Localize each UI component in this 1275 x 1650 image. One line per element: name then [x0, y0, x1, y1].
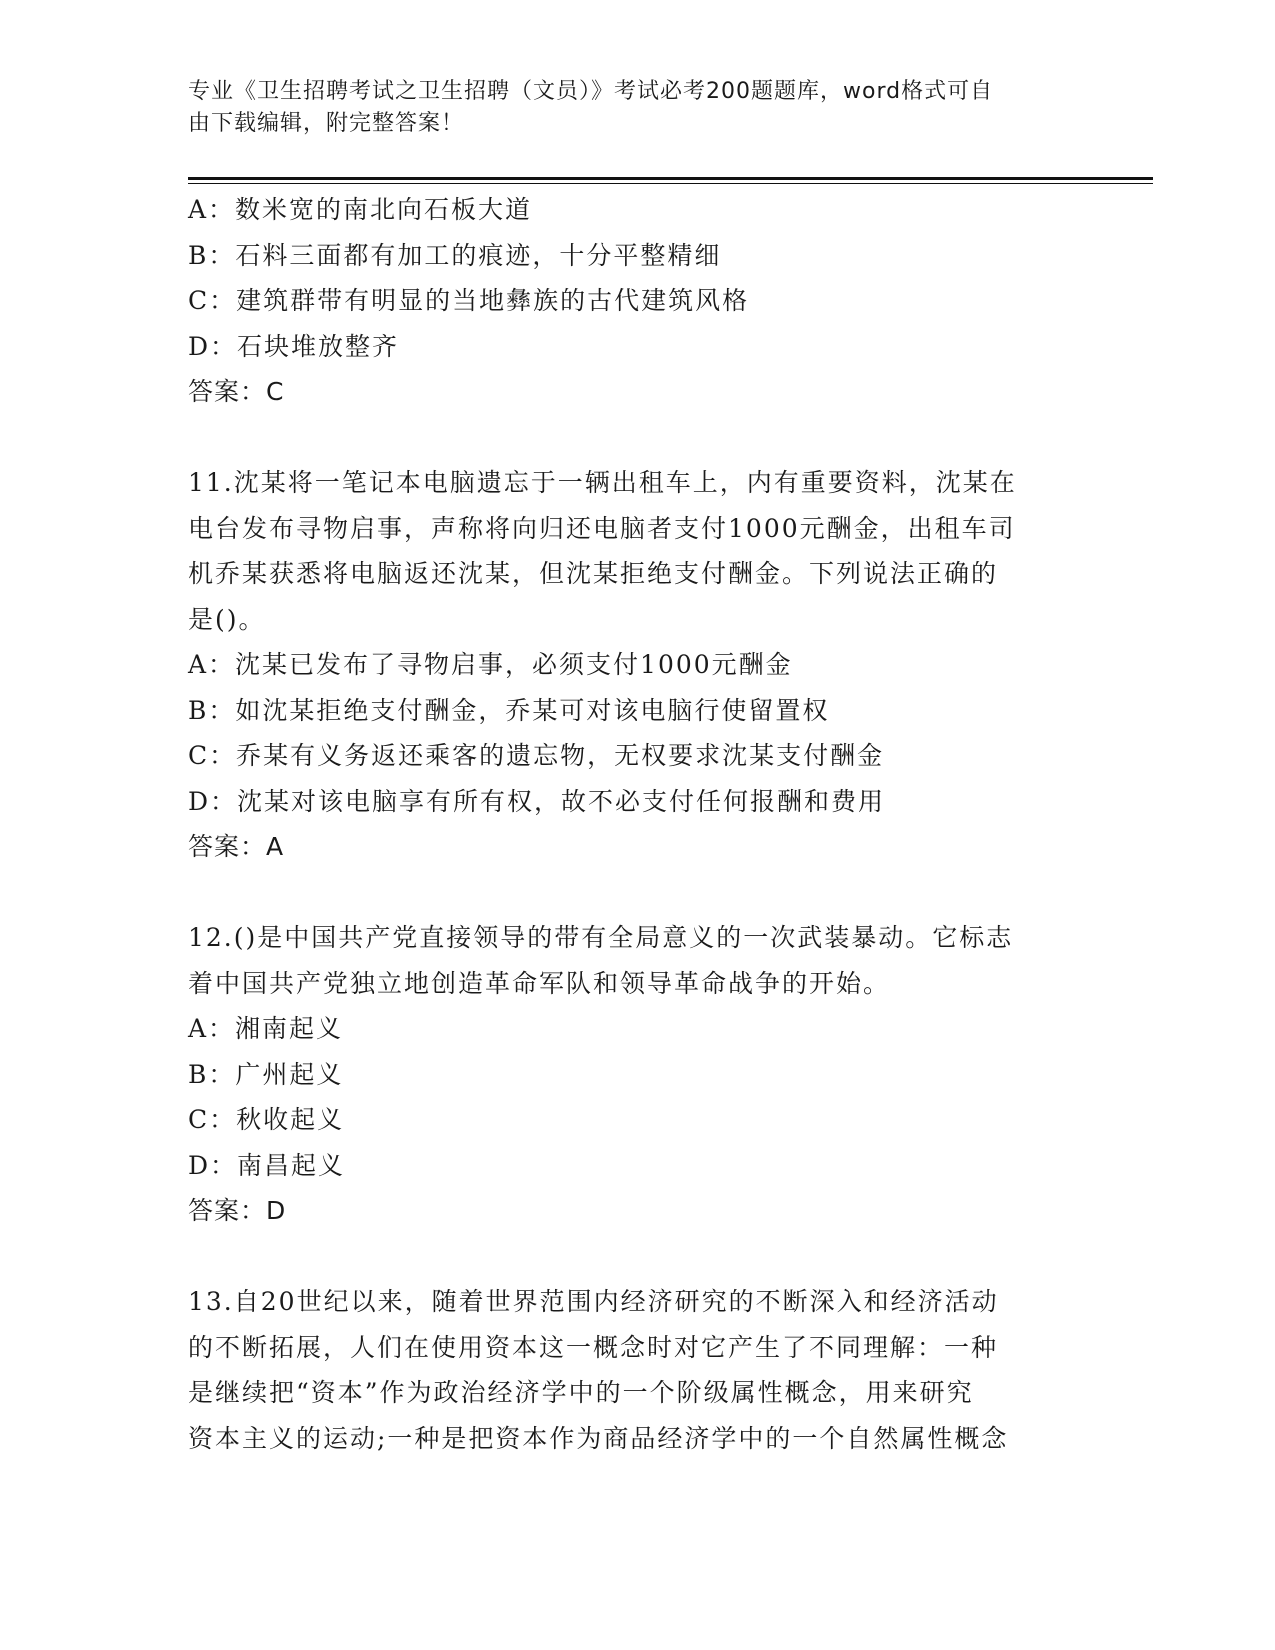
question-13 [188, 1279, 1088, 1461]
question-text-line: 是()。 [188, 604, 266, 634]
option-a: A：沈某已发布了寻物启事，必须支付1000元酬金 [188, 650, 793, 679]
option-a: A：湘南起义 [188, 1014, 344, 1043]
header-divider-thin [188, 183, 1153, 184]
question-text-line: 电台发布寻物启事，声称将向归还电脑者支付1000元酬金，出租车司 [188, 513, 1016, 543]
answer: 答案：C [188, 377, 285, 406]
question-text-line: 12.()是中国共产党直接领导的带有全局意义的一次武装暴动。它标志 [188, 923, 1014, 952]
header-line-1: 专业《卫生招聘考试之卫生招聘（文员）》考试必考200题题库，word格式可自 [188, 79, 994, 104]
header-line-2: 由下载编辑，附完整答案！ [188, 111, 465, 136]
question-text-line: 11.沈某将一笔记本电脑遗忘于一辆出租车上，内有重要资料，沈某在 [188, 468, 1017, 497]
option-b: B：如沈某拒绝支付酬金，乔某可对该电脑行使留置权 [188, 695, 830, 725]
question-11 [188, 460, 1088, 870]
question-text-line: 的不断拓展，人们在使用资本这一概念时对它产生了不同理解：一种 [188, 1332, 999, 1362]
question-text-line: 资本主义的运动;一种是把资本作为商品经济学中的一个自然属性概念 [188, 1423, 1009, 1453]
spacer [188, 870, 1088, 916]
option-c: C：建筑群带有明显的当地彝族的古代建筑风格 [188, 286, 750, 315]
option-c: C：乔某有义务返还乘客的遗忘物，无权要求沈某支付酬金 [188, 741, 885, 770]
question-text-line: 机乔某获悉将电脑返还沈某，但沈某拒绝支付酬金。下列说法正确的 [188, 559, 999, 588]
option-d: D：沈某对该电脑享有所有权，故不必支付任何报酬和费用 [188, 786, 886, 816]
question-text-line: 着中国共产党独立地创造革命军队和领导革命战争的开始。 [188, 968, 891, 998]
document-header [188, 76, 1068, 140]
question-text-line: 13.自20世纪以来，随着世界范围内经济研究的不断深入和经济活动 [188, 1287, 999, 1316]
option-b: B：石料三面都有加工的痕迹，十分平整精细 [188, 240, 722, 270]
option-d: D：石块堆放整齐 [188, 331, 400, 361]
spacer [188, 1234, 1088, 1280]
question-12 [188, 915, 1088, 1234]
question-text-line: 是继续把“资本”作为政治经济学中的一个阶级属性概念，用来研究 [188, 1378, 974, 1407]
answer: 答案：A [188, 832, 285, 861]
option-c: C：秋收起义 [188, 1105, 345, 1134]
option-d: D：南昌起义 [188, 1150, 346, 1180]
spacer [188, 415, 1088, 461]
header-divider-thick [188, 177, 1153, 180]
answer: 答案：D [188, 1196, 287, 1225]
option-a: A：数米宽的南北向石板大道 [188, 195, 533, 224]
question-list [188, 187, 1088, 1461]
question-10 [188, 187, 1088, 415]
option-b: B：广州起义 [188, 1059, 344, 1089]
